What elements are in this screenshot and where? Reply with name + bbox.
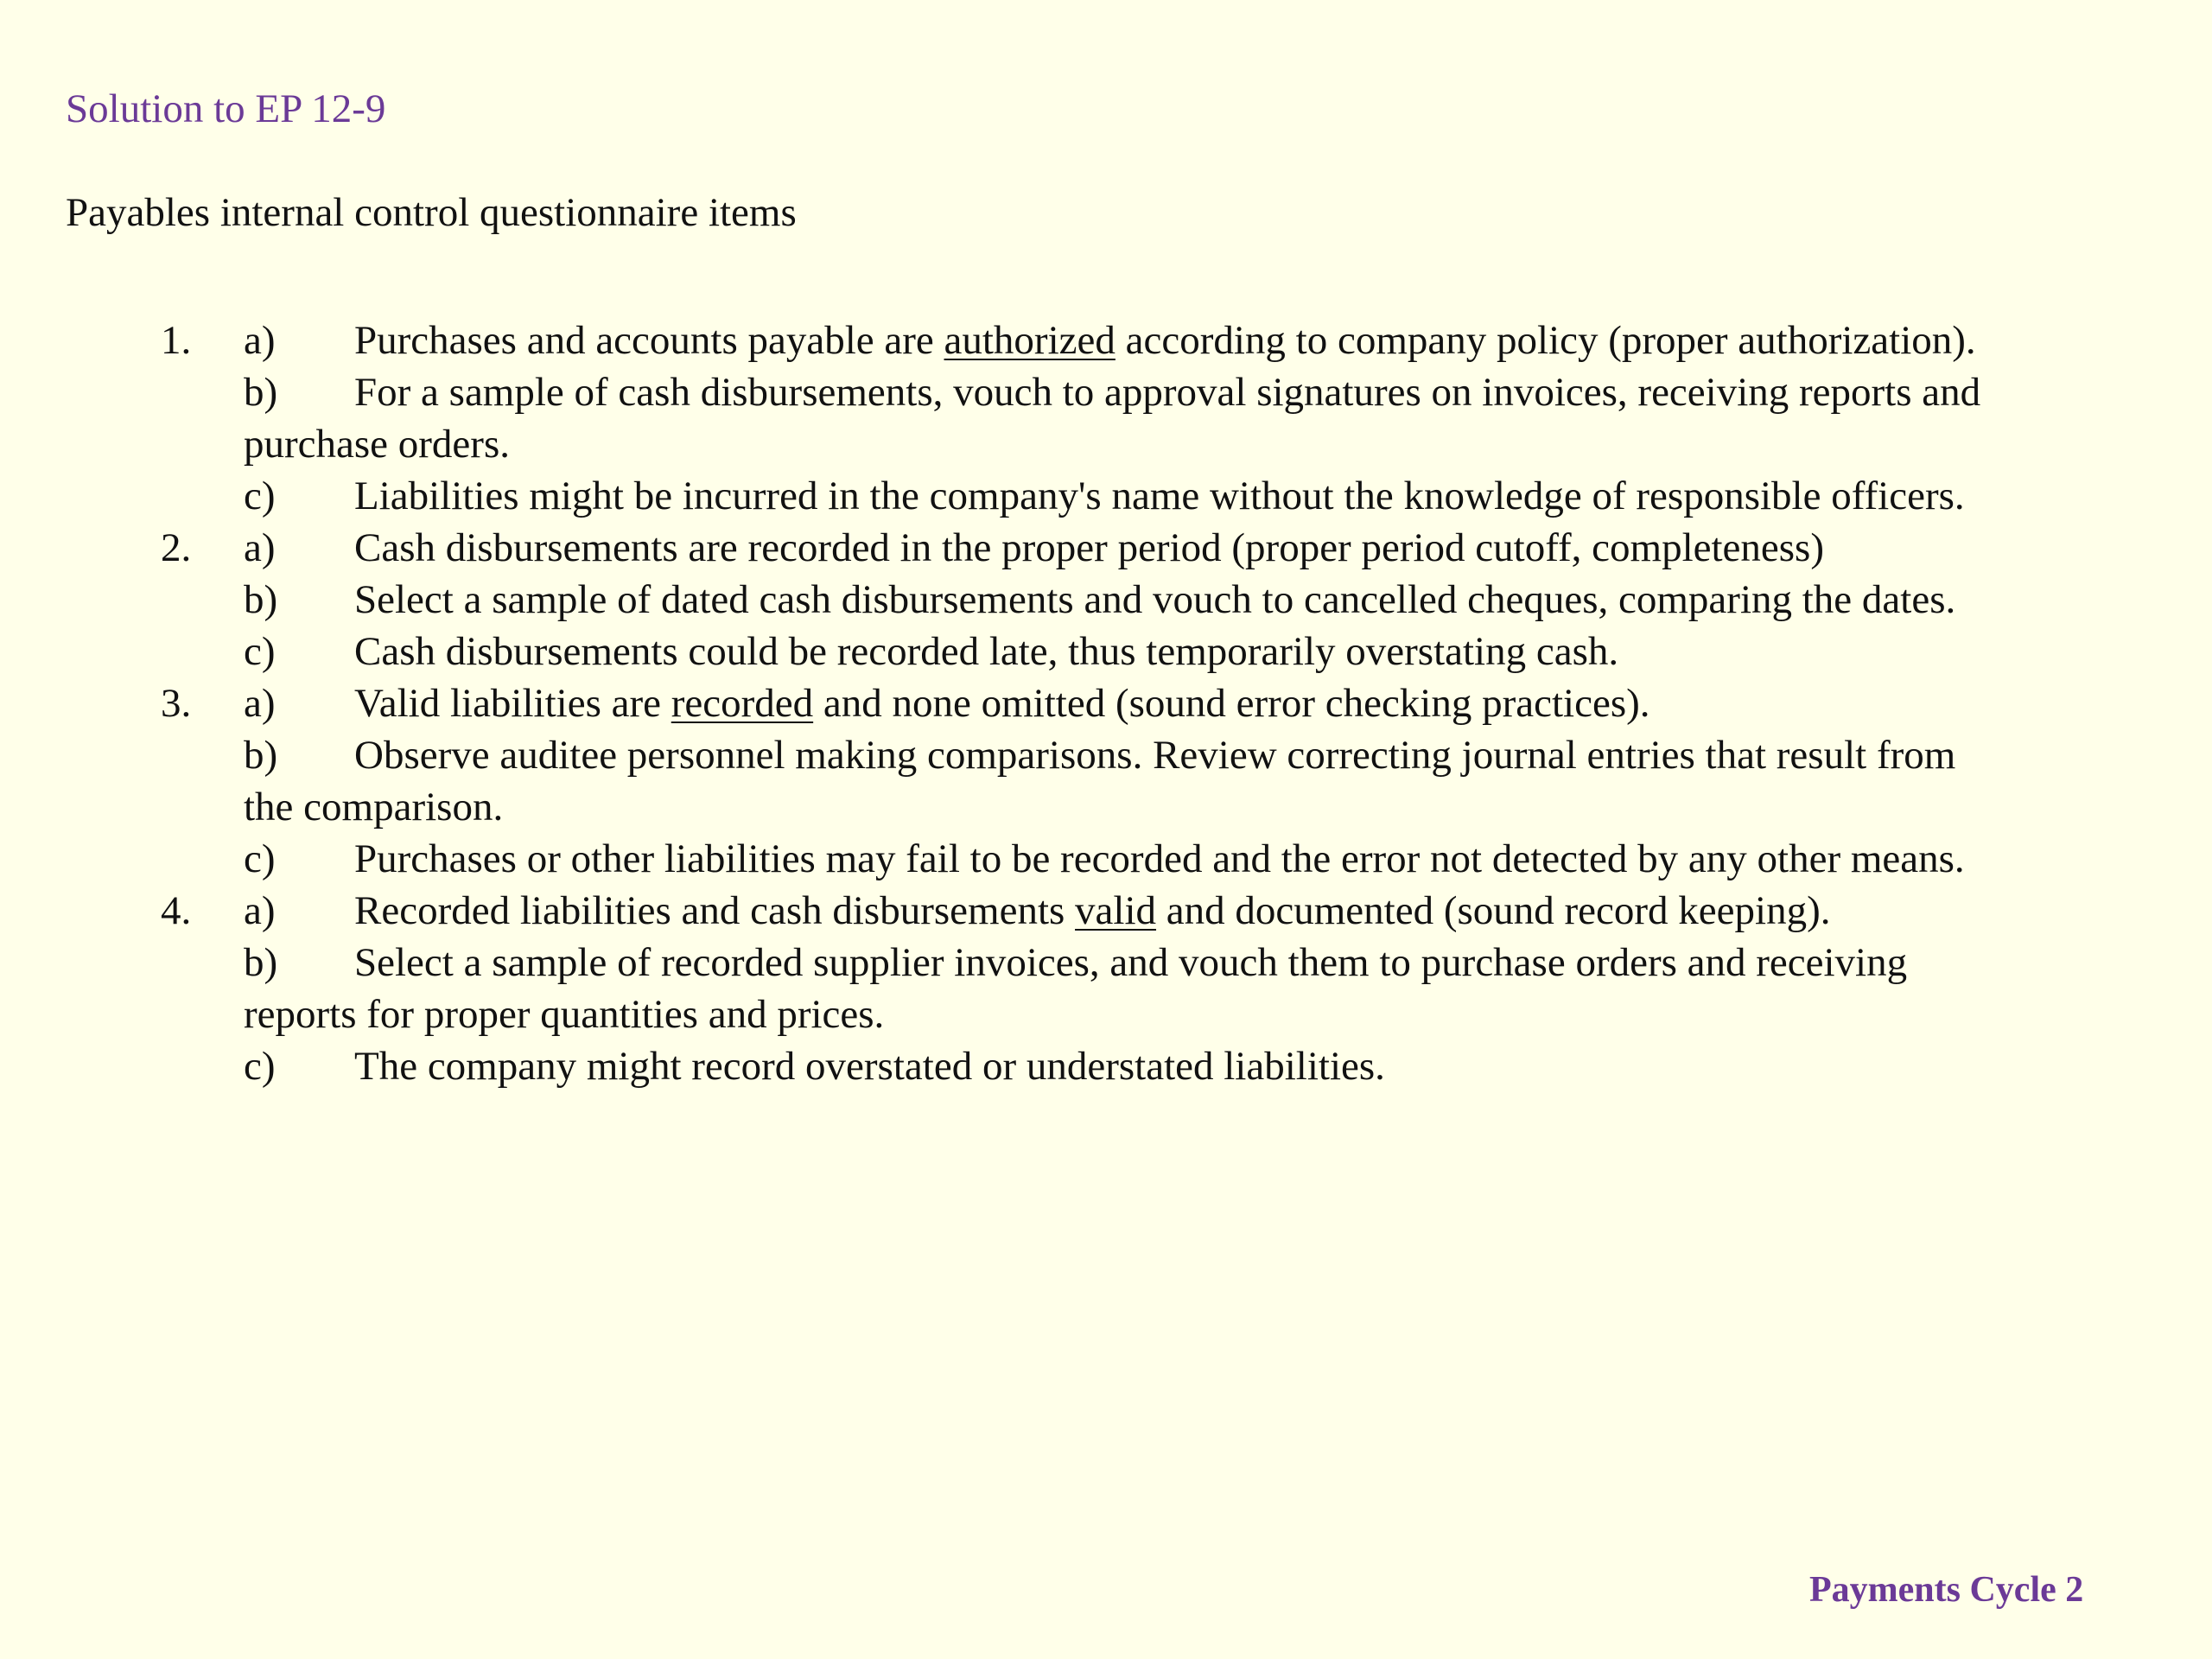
sub-label: c) [244,1044,276,1089]
sub-label: b) [244,370,278,415]
item-text: purchase orders. [244,422,510,467]
item-text: Purchases or other liabilities may fail to be recorded and the error not detected by any other means. [354,836,1965,881]
sub-label: a) [244,681,276,726]
page-subtitle: Payables internal control questionnaire items [66,190,797,235]
item-text: Observe auditee personnel making comparisons. Review correcting journal entries that result from [354,733,1956,778]
item-text: Select a sample of recorded supplier invoices, and vouch them to purchase orders and receiving [354,940,1908,985]
list-item [0,626,2212,677]
sub-label: c) [244,629,276,674]
list-item [0,833,2212,885]
list-item [0,522,2212,574]
item-number: 4. [161,888,192,933]
list-item [0,574,2212,626]
list-item [0,729,2212,781]
list-item-continuation [0,418,2212,470]
list-item-continuation [0,781,2212,833]
list-item [0,937,2212,988]
item-text: reports for proper quantities and prices. [244,992,885,1037]
sub-label: a) [244,525,276,570]
footer-label: Payments Cycle 2 [1809,1570,2084,1610]
item-number: 3. [161,681,192,726]
sub-label: a) [244,318,276,363]
item-text: The company might record overstated or understated liabilities. [354,1044,1385,1089]
item-number: 2. [161,525,192,570]
item-text: the comparison. [244,785,504,830]
item-text: For a sample of cash disbursements, vouch to approval signatures on invoices, receiving reports and [354,370,1981,415]
item-text: Cash disbursements are recorded in the proper period (proper period cutoff, completeness) [354,525,1824,570]
questionnaire-list [0,315,2212,1092]
list-item-continuation [0,988,2212,1040]
item-text: Liabilities might be incurred in the company's name without the knowledge of responsible officers. [354,474,1965,518]
page-title: Solution to EP 12-9 [66,86,386,131]
sub-label: b) [244,577,278,622]
list-item [0,366,2212,418]
list-item [0,315,2212,366]
item-text: Cash disbursements could be recorded late, thus temporarily overstating cash. [354,629,1619,674]
list-item [0,1040,2212,1092]
sub-label: c) [244,836,276,881]
underlined-term: authorized [944,318,1116,363]
sub-label: c) [244,474,276,518]
item-text: Select a sample of dated cash disbursements and vouch to cancelled cheques, comparing the dates. [354,577,1956,622]
item-number: 1. [161,318,192,363]
underlined-term: recorded [671,681,814,726]
list-item [0,885,2212,937]
sub-label: b) [244,940,278,985]
list-item [0,677,2212,729]
item-text: Purchases and accounts payable are authorized according to company policy (proper authorization). [354,318,1976,363]
item-text: Recorded liabilities and cash disbursements valid and documented (sound record keeping). [354,888,1831,933]
item-text: Valid liabilities are recorded and none omitted (sound error checking practices). [354,681,1650,726]
sub-label: b) [244,733,278,778]
sub-label: a) [244,888,276,933]
list-item [0,470,2212,522]
underlined-term: valid [1075,888,1157,933]
